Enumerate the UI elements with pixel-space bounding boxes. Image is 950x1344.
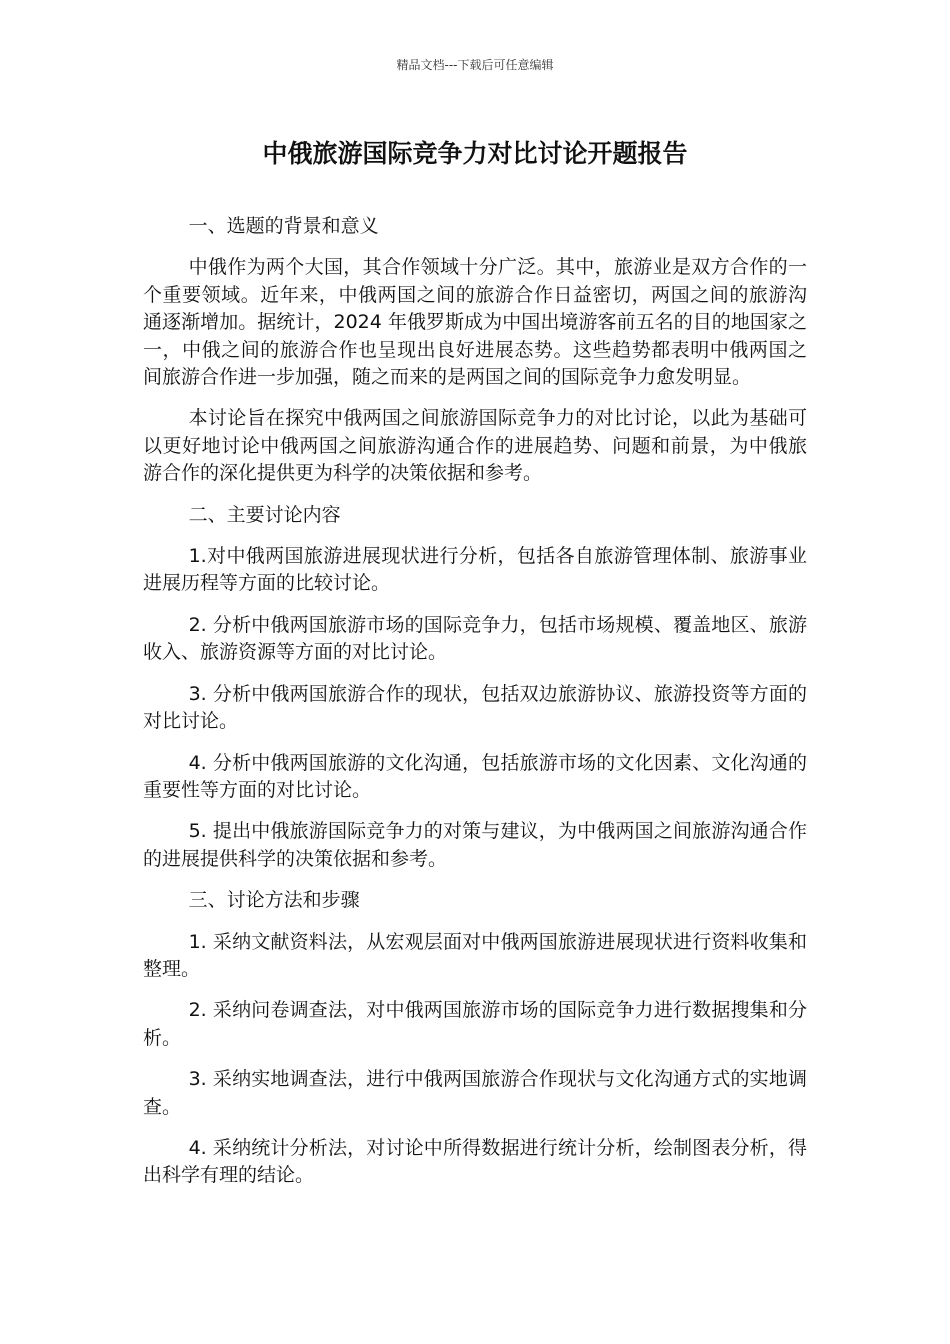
list-item: 2. 采纳问卷调查法，对中俄两国旅游市场的国际竞争力进行数据搜集和分析。 [143, 999, 807, 1049]
section-heading-content: 二、主要讨论内容 [188, 503, 341, 526]
paragraph: 中俄作为两个大国，其合作领域十分广泛。其中，旅游业是双方合作的一个重要领域。近年来，中俄两国之间的旅游合作日益密切，两国之间的旅游沟通逐渐增加。据统计，2024 年俄罗斯成为中国出境游客前五名的目的地国家之一，中俄之间的旅游合作也呈现出良好进展态势。这些趋势都表明中俄两国之间旅游合作进一步加强，随之而来的是两国之间的国际竞争力愈发明显。 [143, 256, 807, 389]
document-body [143, 213, 807, 1204]
list-item: 1.对中俄两国旅游进展现状进行分析，包括各自旅游管理体制、旅游事业进展历程等方面的比较讨论。 [143, 545, 807, 595]
list-item: 4. 分析中俄两国旅游的文化沟通，包括旅游市场的文化因素、文化沟通的重要性等方面的对比讨论。 [143, 751, 807, 801]
list-item: 2. 分析中俄两国旅游市场的国际竞争力，包括市场规模、覆盖地区、旅游收入、旅游资源等方面的对比讨论。 [143, 613, 807, 664]
document-title: 中俄旅游国际竞争力对比讨论开题报告 [262, 139, 688, 168]
section-heading-background: 一、选题的背景和意义 [188, 215, 379, 237]
list-item: 1. 采纳文献资料法，从宏观层面对中俄两国旅游进展现状进行资料收集和整理。 [143, 930, 807, 980]
page-header: 精品文档---下载后可任意编辑 [396, 58, 554, 72]
paragraph: 本讨论旨在探究中俄两国之间旅游国际竞争力的对比讨论，以此为基础可以更好地讨论中俄两国之间旅游沟通合作的进展趋势、问题和前景，为中俄旅游合作的深化提供更为科学的决策依据和参考。 [143, 407, 807, 485]
list-item: 3. 采纳实地调查法，进行中俄两国旅游合作现状与文化沟通方式的实地调查。 [143, 1068, 807, 1118]
section-heading-methods: 三、讨论方法和步骤 [188, 889, 360, 912]
list-item: 4. 采纳统计分析法，对讨论中所得数据进行统计分析，绘制图表分析，得出科学有理的结论。 [143, 1136, 807, 1187]
list-item: 5. 提出中俄旅游国际竞争力的对策与建议，为中俄两国之间旅游沟通合作的进展提供科学的决策依据和参考。 [143, 820, 807, 870]
list-item: 3. 分析中俄两国旅游合作的现状，包括双边旅游协议、旅游投资等方面的对比讨论。 [143, 682, 807, 733]
